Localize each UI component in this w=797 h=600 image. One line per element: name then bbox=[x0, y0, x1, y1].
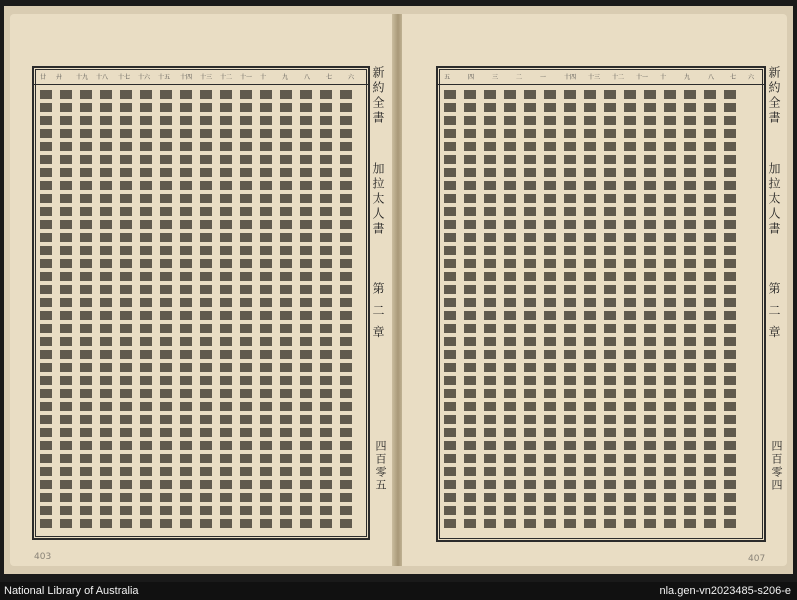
verse-number: 十三 bbox=[588, 74, 601, 81]
text-column bbox=[704, 90, 716, 532]
verse-number: 十九 bbox=[76, 74, 89, 81]
verse-number: 九 bbox=[684, 74, 691, 81]
verse-number: 十八 bbox=[96, 74, 109, 81]
left-text-frame bbox=[32, 66, 370, 540]
text-column bbox=[464, 90, 476, 532]
text-column bbox=[80, 90, 92, 530]
text-column bbox=[544, 90, 556, 532]
verse-number: 十一 bbox=[240, 74, 253, 81]
verse-number: 七 bbox=[730, 74, 737, 81]
verse-number: 三 bbox=[492, 74, 499, 81]
right-folio: 四百零四 bbox=[770, 440, 783, 492]
text-column bbox=[624, 90, 636, 532]
verse-number: 十七 bbox=[118, 74, 131, 81]
verse-number: 六 bbox=[748, 74, 755, 81]
text-column bbox=[100, 90, 112, 530]
left-page bbox=[10, 14, 394, 566]
text-column bbox=[300, 90, 312, 530]
verse-number: 五 bbox=[444, 74, 451, 81]
verse-number: 十一 bbox=[636, 74, 649, 81]
text-column bbox=[240, 90, 252, 530]
text-column bbox=[584, 90, 596, 532]
verse-number: 十五 bbox=[158, 74, 171, 81]
verse-number: 十三 bbox=[200, 74, 213, 81]
verse-number: 十 bbox=[260, 74, 267, 81]
text-column bbox=[320, 90, 332, 530]
text-column bbox=[644, 90, 656, 532]
right-page bbox=[402, 14, 787, 566]
text-column bbox=[340, 90, 352, 530]
verse-number: 二 bbox=[516, 74, 523, 81]
text-column bbox=[724, 90, 736, 532]
left-verse-numbers bbox=[34, 72, 368, 84]
text-column bbox=[160, 90, 172, 530]
verse-number: 十二 bbox=[612, 74, 625, 81]
verse-number: 六 bbox=[348, 74, 355, 81]
verse-number: 八 bbox=[708, 74, 715, 81]
book-spread bbox=[4, 6, 793, 574]
right-chapter: 第 二 章 bbox=[767, 282, 781, 341]
footer-institution: National Library of Australia bbox=[4, 585, 139, 597]
verse-number: 廾 bbox=[56, 74, 63, 81]
verse-number: 十二 bbox=[220, 74, 233, 81]
text-column bbox=[604, 90, 616, 532]
left-chapter: 第 二 章 bbox=[371, 282, 385, 341]
left-book-title: 新約全書 bbox=[371, 66, 385, 126]
footer-bar bbox=[0, 582, 797, 600]
verse-number: 十六 bbox=[138, 74, 151, 81]
left-pencil-mark: 403 bbox=[34, 552, 52, 562]
text-column bbox=[504, 90, 516, 532]
verse-number: 九 bbox=[282, 74, 289, 81]
text-column bbox=[40, 90, 52, 530]
right-header-rule bbox=[438, 84, 764, 85]
verse-number: 十四 bbox=[564, 74, 577, 81]
right-book-title: 新約全書 bbox=[767, 66, 781, 126]
right-pencil-mark: 407 bbox=[748, 554, 766, 564]
right-text-frame bbox=[436, 66, 766, 542]
verse-number: 八 bbox=[304, 74, 311, 81]
verse-number: 四 bbox=[468, 74, 475, 81]
text-column bbox=[220, 90, 232, 530]
text-column bbox=[60, 90, 72, 530]
text-column bbox=[200, 90, 212, 530]
verse-number: 十四 bbox=[180, 74, 193, 81]
right-book-name: 加拉太人書 bbox=[767, 162, 781, 237]
text-column bbox=[280, 90, 292, 530]
text-column bbox=[444, 90, 456, 532]
verse-number: 七 bbox=[326, 74, 333, 81]
right-verse-numbers bbox=[438, 72, 764, 84]
text-column bbox=[180, 90, 192, 530]
text-column bbox=[684, 90, 696, 532]
text-column bbox=[524, 90, 536, 532]
left-folio: 四百零五 bbox=[374, 440, 387, 492]
verse-number: 廿 bbox=[40, 74, 47, 81]
text-column bbox=[120, 90, 132, 530]
text-column bbox=[484, 90, 496, 532]
left-header-rule bbox=[34, 84, 368, 85]
text-column bbox=[260, 90, 272, 530]
text-column bbox=[140, 90, 152, 530]
text-column bbox=[564, 90, 576, 532]
footer-identifier: nla.gen-vn2023485-s206-e bbox=[659, 585, 791, 597]
left-book-name: 加拉太人書 bbox=[371, 162, 385, 237]
verse-number: 一 bbox=[540, 74, 547, 81]
verse-number: 十 bbox=[660, 74, 667, 81]
text-column bbox=[664, 90, 676, 532]
